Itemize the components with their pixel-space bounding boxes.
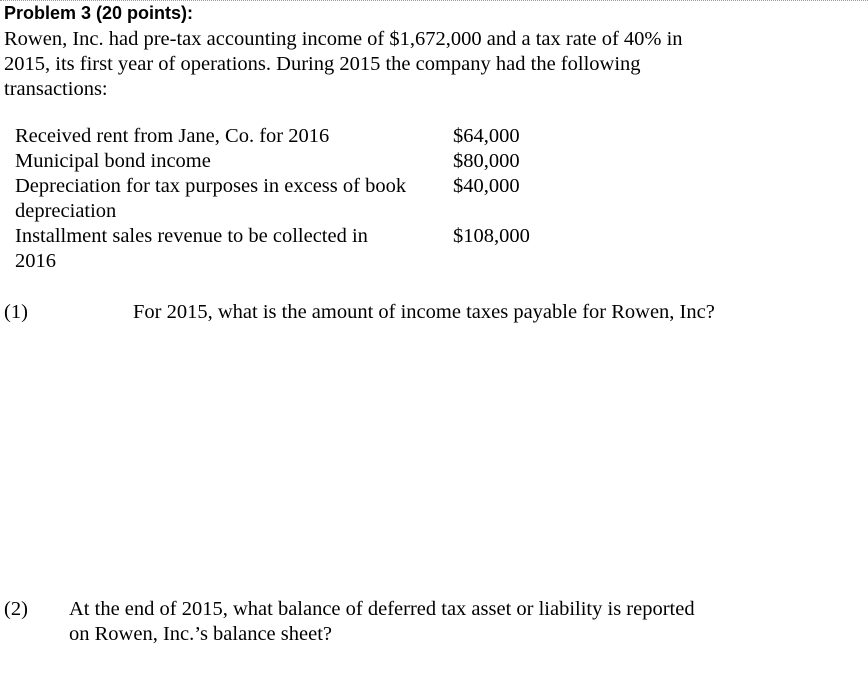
question-text <box>133 300 715 325</box>
transaction-description <box>15 124 453 149</box>
transaction-row <box>15 149 530 174</box>
intro-line: 2015, its first year of operations. During 2015 the company had the following <box>4 53 641 75</box>
intro-line: transactions: <box>4 78 108 100</box>
question-text <box>69 597 695 647</box>
transaction-amount: $80,000 <box>453 150 520 172</box>
transaction-amount: $64,000 <box>453 125 520 147</box>
question-number: (1) <box>4 301 28 323</box>
transaction-description-line: Received rent from Jane, Co. for 2016 <box>15 125 330 147</box>
question-line: At the end of 2015, what balance of deferred tax asset or liability is reported <box>69 598 695 620</box>
transaction-amount: $108,000 <box>453 225 530 247</box>
problem-heading: Problem 3 (20 points): <box>4 3 194 23</box>
transaction-description-line: depreciation <box>15 200 117 222</box>
transaction-description <box>15 224 453 274</box>
transaction-description-line: Municipal bond income <box>15 150 211 172</box>
question-number: (2) <box>4 598 28 620</box>
transaction-row <box>15 124 530 149</box>
question-line: on Rowen, Inc.’s balance sheet? <box>69 623 332 645</box>
transaction-row <box>15 174 530 224</box>
problem-intro <box>4 27 683 102</box>
question-line: For 2015, what is the amount of income taxes payable for Rowen, Inc? <box>133 301 715 323</box>
transaction-description-line: Installment sales revenue to be collected in <box>15 225 368 247</box>
transaction-row <box>15 224 530 274</box>
transactions-table <box>15 124 530 274</box>
transaction-description-line: 2016 <box>15 250 56 272</box>
transaction-description <box>15 149 453 174</box>
transaction-description <box>15 174 453 224</box>
top-divider <box>0 0 868 1</box>
intro-line: Rowen, Inc. had pre-tax accounting income of $1,672,000 and a tax rate of 40% in <box>4 28 683 50</box>
transaction-description-line: Depreciation for tax purposes in excess of book <box>15 175 407 197</box>
transaction-amount: $40,000 <box>453 175 520 197</box>
